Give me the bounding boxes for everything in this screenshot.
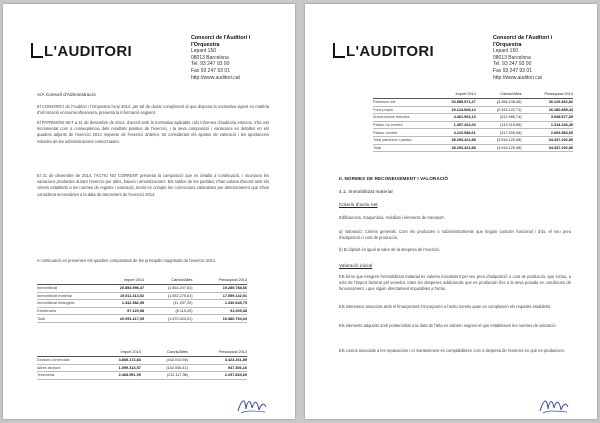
address-line: Lepant 150 xyxy=(493,48,519,55)
logo-text: L'AUDITORI xyxy=(44,43,132,60)
address-line: 08013 Barcelona xyxy=(493,54,531,61)
financial-table-1 xyxy=(37,278,247,323)
section-title: II. NORMES DE RECONEIXEMENT I VALORACIÓ xyxy=(339,176,449,181)
column-header: Pressupost 2014 xyxy=(522,92,573,99)
address-line: http://www.auditori.cat xyxy=(191,74,240,81)
table-row: Passiu corrent 3.210.588,61 (317.005,08) 2.893.583,53 xyxy=(373,130,573,135)
column-header: Canvis/Altes xyxy=(144,278,192,285)
paragraph: Els béns que integren l'immobilitzat material es valoren inicialment pel seu preu d'adquisició o cost de producció, que inclou, a més de l'import facturat pel venedor, totes les despeses addicionals que es produeixin fins a la seva posada en condicions de funcionament, i que siguin directament imputables a l'actiu. xyxy=(339,274,571,292)
document-page-left xyxy=(3,4,295,419)
org-name-2: l'Orquestra xyxy=(191,41,220,48)
financial-table-2 xyxy=(37,350,247,380)
column-header: Import 2014 xyxy=(93,350,141,357)
paragraph: A continuació es presenten els quadres comparatius de les principals magnituds de l'exercici 2014. xyxy=(37,258,217,263)
table-row: Patrimoni net 33.585.571,27 (3.456.108,45) 30.129.462,82 xyxy=(373,100,573,105)
table-row: Deutors comercials 3.865.172,83 (442.010,94) 3.423.161,89 xyxy=(37,358,247,363)
table-row: Total 38.253.421,88 (3.916.129,08) 34.337.292,80 xyxy=(373,145,573,150)
paragraph: El CONSORCI de l'Auditori i l'Orquestra l'any 2014, per tal de donar compliment al que disposa la normativa vigent en matèria d'informació economicofinancera, presenta la informació següent. xyxy=(37,104,269,116)
table-row: Total 20.951.117,05 (1.570.323,01) 19.380.794,04 xyxy=(37,316,247,321)
financial-table-3 xyxy=(373,92,573,152)
salutation: A/A Consell d'Administració xyxy=(37,92,96,97)
table-row: Passiu no corrent 1.457.262,00 (143.015,55) 1.314.246,45 xyxy=(373,123,573,128)
subsection-title: 4.1. Immobilitzat material xyxy=(339,189,393,194)
address-line: Tel. 93 247 93 00 xyxy=(493,61,532,68)
paragraph: Els elements adquirits amb posterioritat a la data de l'alta es valoren segons el que estableixen les normes de valoració. xyxy=(339,323,557,328)
column-header: Pressupost 2014 xyxy=(188,350,247,357)
paragraph: Els interessos associats amb el finançament s'incorporen a l'actiu només quan es compleixen els requisits establerts. xyxy=(339,304,552,309)
org-name: Consorci de l'Auditori i xyxy=(493,35,553,41)
document-page-right xyxy=(305,4,597,419)
auditori-logo xyxy=(333,44,434,59)
org-name: Consorci de l'Auditori i xyxy=(191,35,251,41)
signature-icon xyxy=(235,394,269,416)
intro-text: Edificacions, maquinària, mobiliari i elements de transport. xyxy=(339,215,445,220)
table-row: Immobilitzat 20.853.996,47 (1.564.207,81) 19.289.788,66 xyxy=(37,286,247,291)
logo-text: L'AUDITORI xyxy=(346,43,434,60)
column-header: Import 2014 xyxy=(96,278,144,285)
column-header: Canvis/Altes xyxy=(141,350,188,357)
address-line: Tel. 93 247 93 00 xyxy=(191,61,230,68)
logo-mark-icon xyxy=(333,43,345,58)
address-line: Fax 93 247 93 01 xyxy=(493,67,532,74)
signature-icon xyxy=(537,394,571,416)
address-line: http://www.auditori.cat xyxy=(493,74,542,81)
paragraph: Els costos associats a les reparacions i el manteniment es comptabilitzen com a despesa de l'exercici en què es produeixen. xyxy=(339,348,566,353)
table-row: Tresoreria 2.468.951,05 (211.117,36) 2.257.833,69 xyxy=(37,373,247,378)
valuation-heading: Valoració inicial xyxy=(339,263,373,268)
list-item: a) Valoració: Criteris generals. Com els productes o subministraments que tinguin caràcter funcional i d'ús, el seu preu d'adquisició o cost de producció. xyxy=(339,229,571,241)
address-line: Fax 93 247 93 01 xyxy=(191,67,230,74)
org-address xyxy=(493,35,552,81)
table-row: Existències 97.120,58 (6.115,20) 91.005,38 xyxy=(37,309,247,314)
column-header: Canvis/Altes xyxy=(476,92,522,99)
address-line: 08013 Barcelona xyxy=(191,54,229,61)
column-header: Pressupost 2014 xyxy=(193,278,247,285)
paragraph: El 31 de desembre de 2014, l'ACTIU NO CORRENT presenta la composició que es detalla a continuació, i incorpora les variacions produïdes durant l'exercici per altes, baixes i amortitzacions. Els saldos de les partides s'han valorat d'acord amb els criteris establerts a les normes de registre i valoració, tenint en compte les correccions valoratives per deteriorament que s'han considerat necessàries a la data de tancament de l'exercici 2014. xyxy=(37,173,269,197)
list-item: b) El dipòsit és igual al valor de la despesa de l'exercici. xyxy=(339,247,441,252)
sub-heading: Criteris d'actiu net xyxy=(339,202,378,207)
org-name-2: l'Orquestra xyxy=(493,41,522,48)
table-row: Altres deutors 1.099.314,57 (152.008,41) 947.306,16 xyxy=(37,365,247,370)
table-row: Immobilitzat material 19.511.413,52 (1.552.270,61) 17.959.142,91 xyxy=(37,293,247,298)
table-row: Fons propis 29.124.008,14 (2.943.122,71) 26.180.885,43 xyxy=(373,107,573,112)
column-header: Import 2014 xyxy=(431,92,476,99)
address-line: Lepant 150 xyxy=(191,48,217,55)
logo-mark-icon xyxy=(31,43,43,58)
auditori-logo xyxy=(31,44,132,59)
table-row: Subvencions rebudes 4.461.563,13 (512.985,74) 3.948.577,39 xyxy=(373,115,573,120)
paragraph: El PATRIMONI NET a 31 de desembre de 2014, d'acord amb la normativa aplicable i els informes d'auditoria emesos, s'ha vist incrementat com a conseqüència dels resultats positius de l'exercici, i la seva composició i variacions es detallen en els quadres adjunts de l'exercici 2014 respecte de l'exercici anterior, tot considerant els ajustos de valoració i les aportacions rebudes de les administracions consorciades. xyxy=(37,120,269,144)
table-row: Immobilitzat intangible 1.342.582,95 (11.937,20) 1.330.645,75 xyxy=(37,301,247,306)
org-address xyxy=(191,35,250,81)
table-row: Total patrimoni i passiu 38.253.421,88 (3.916.129,08) 34.337.292,80 xyxy=(373,138,573,143)
